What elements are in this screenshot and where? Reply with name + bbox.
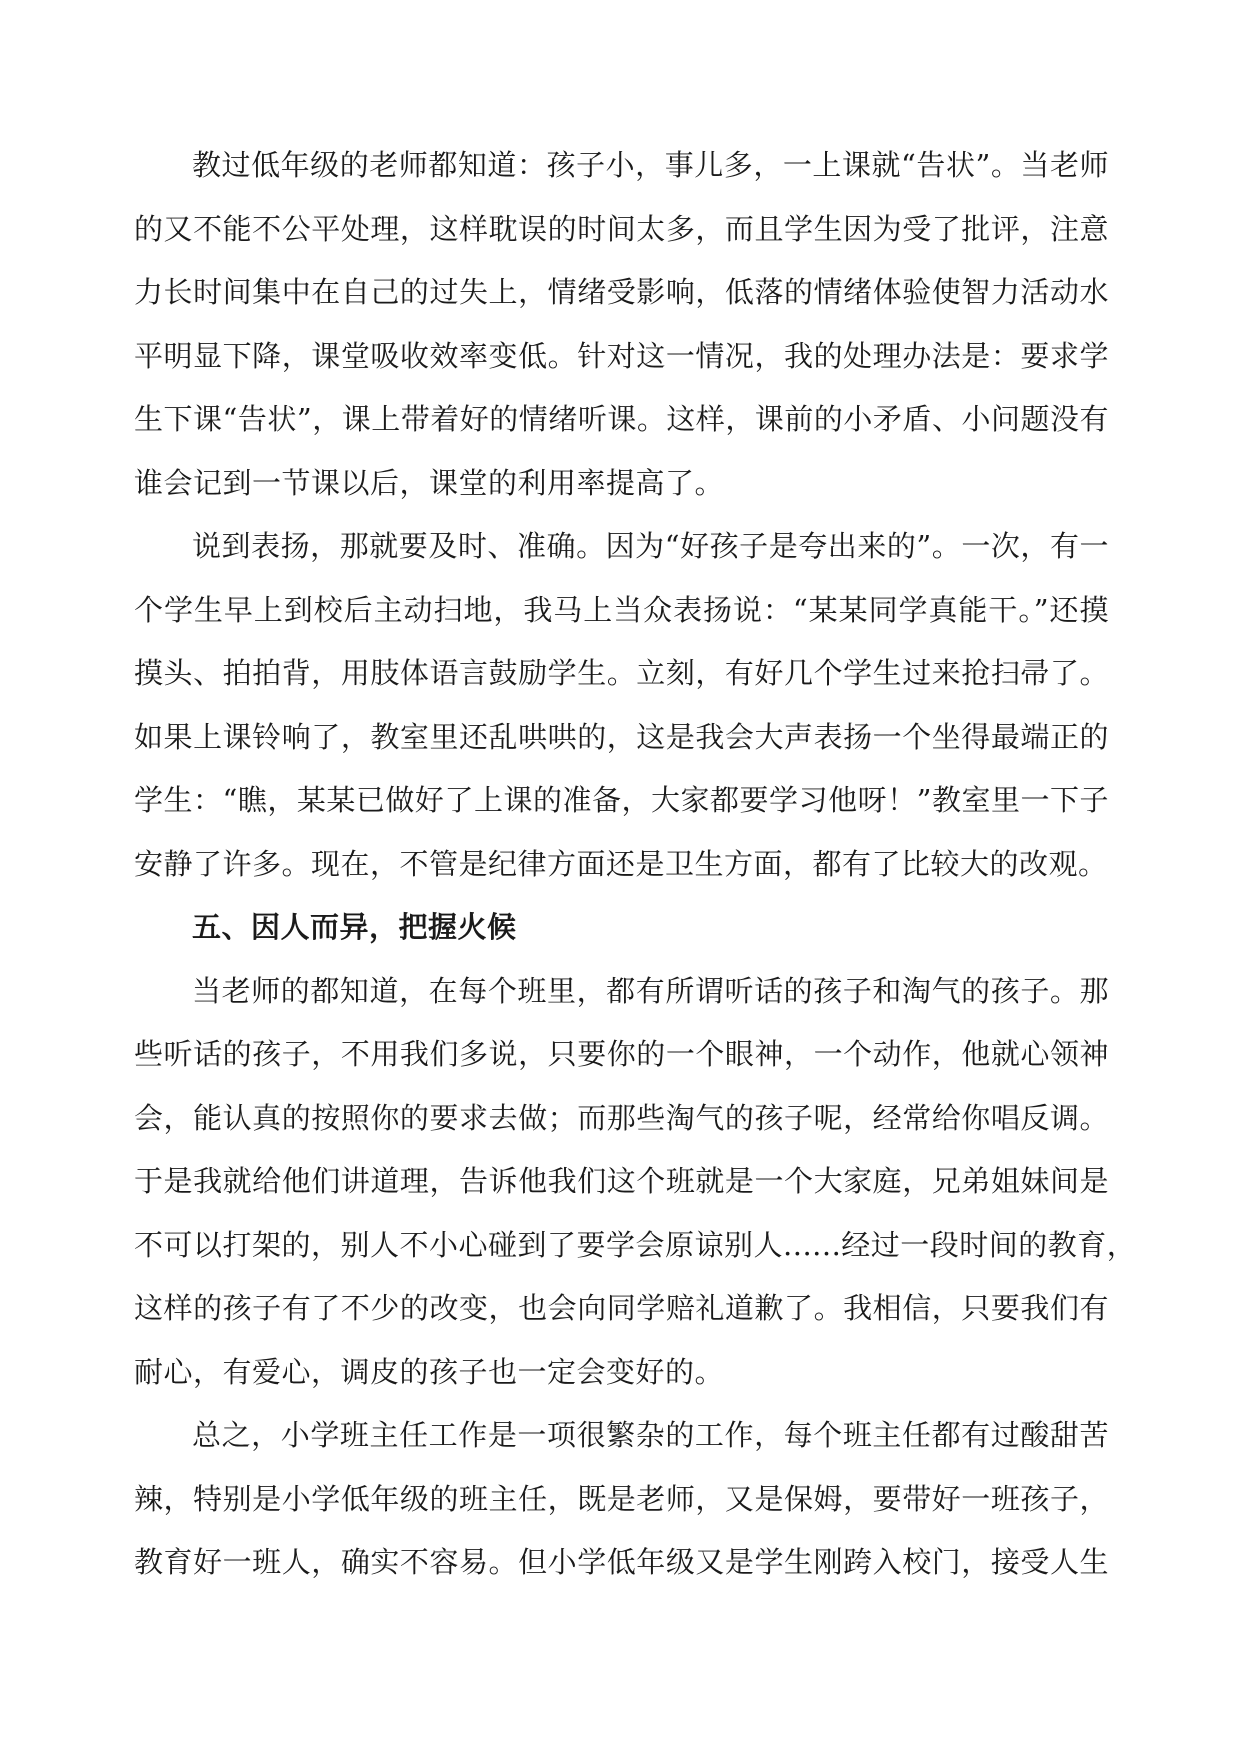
- paragraph-line: 不可以打架的，别人不小心碰到了要学会原谅别人......经过一段时间的教育，: [134, 1227, 1137, 1262]
- paragraph-line: 会，能认真的按照你的要求去做；而那些淘气的孩子呢，经常给你唱反调。: [134, 1100, 1109, 1135]
- paragraph-line: 生下课“告状”，课上带着好的情绪听课。这样，课前的小矛盾、小问题没有: [134, 402, 1109, 436]
- paragraph-line: 谁会记到一节课以后，课堂的利用率提高了。: [134, 465, 725, 500]
- paragraph-line: 安静了许多。现在，不管是纪律方面还是卫生方面，都有了比较大的改观。: [134, 846, 1108, 881]
- paragraph-line: 这样的孩子有了不少的改变，也会向同学赔礼道歉了。我相信，只要我们有: [134, 1291, 1109, 1325]
- paragraph-line: 教过低年级的老师都知道：孩子小，事儿多，一上课就“告状”。当老师: [192, 148, 1109, 182]
- paragraph-line: 耐心，有爱心，调皮的孩子也一定会变好的。: [134, 1354, 725, 1389]
- paragraph-line: 总之，小学班主任工作是一项很繁杂的工作，每个班主任都有过酸甜苦: [192, 1418, 1109, 1452]
- paragraph-line: 力长时间集中在自己的过失上，情绪受影响，低落的情绪体验使智力活动水: [134, 275, 1109, 309]
- paragraph-line: 学生：“瞧，某某已做好了上课的准备，大家都要学习他呀！”教室里一下子: [134, 783, 1109, 817]
- paragraph-line: 个学生早上到校后主动扫地，我马上当众表扬说：“某某同学真能干。”还摸: [134, 592, 1109, 627]
- paragraph-line: 如果上课铃响了，教室里还乱哄哄的，这是我会大声表扬一个坐得最端正的: [134, 719, 1109, 754]
- paragraph-line: 当老师的都知道，在每个班里，都有所谓听话的孩子和淘气的孩子。那: [192, 973, 1109, 1008]
- paragraph-line: 说到表扬，那就要及时、准确。因为“好孩子是夸出来的”。一次，有一: [192, 529, 1109, 563]
- document-body: [134, 134, 1137, 1595]
- paragraph-line: 辣，特别是小学低年级的班主任，既是老师，又是保姆，要带好一班孩子，: [134, 1481, 1109, 1516]
- paragraph-line: 教育好一班人，确实不容易。但小学低年级又是学生刚跨入校门，接受人生: [134, 1545, 1109, 1579]
- paragraph-line: 平明显下降，课堂吸收效率变低。针对这一情况，我的处理办法是：要求学: [134, 338, 1109, 373]
- paragraph-line: 的又不能不公平处理，这样耽误的时间太多，而且学生因为受了批评，注意: [134, 211, 1109, 246]
- paragraph-line: 摸头、拍拍背，用肢体语言鼓励学生。立刻，有好几个学生过来抢扫帚了。: [134, 656, 1109, 690]
- paragraph-line: 些听话的孩子，不用我们多说，只要你的一个眼神，一个动作，他就心领神: [134, 1037, 1109, 1071]
- section-heading: 五、因人而异，把握火候: [192, 910, 517, 944]
- paragraph-line: 于是我就给他们讲道理，告诉他我们这个班就是一个大家庭，兄弟姐妹间是: [134, 1164, 1109, 1198]
